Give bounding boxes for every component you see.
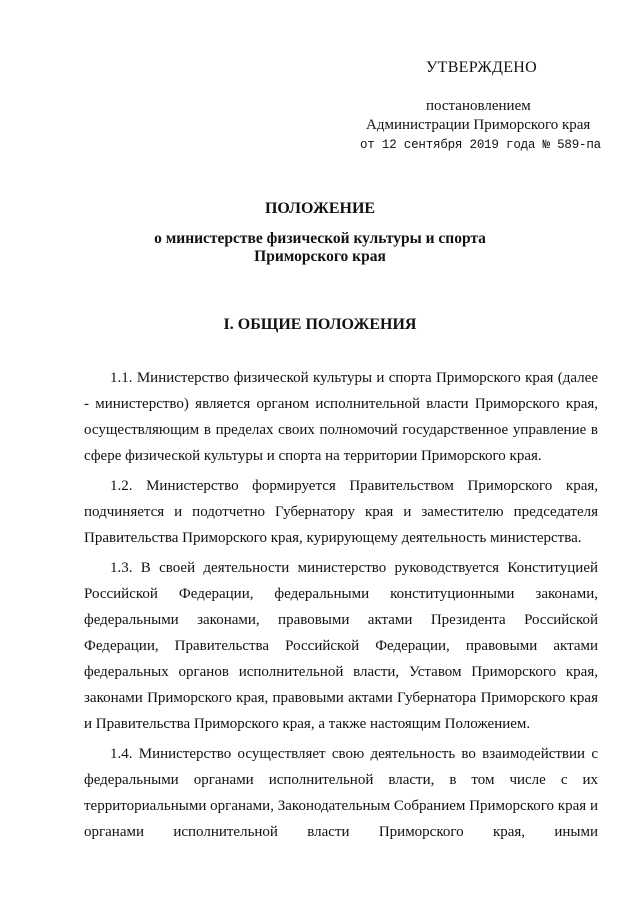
paragraph-1-2: 1.2. Министерство формируется Правительством Приморского края, подчиняется и подотчетно Губернатору края и заместителю председателя Правительства Приморского края, курирующему деятельность министерства. bbox=[84, 478, 598, 546]
paragraph-1-4: 1.4. Министерство осуществляет свою деятельность во взаимодействии с федеральными органами исполнительной власти, в том числе с их территориальными органами, Законодательным Собранием Приморского края и органами исполнительной власти Приморского края, иными bbox=[84, 746, 598, 840]
approval-title: УТВЕРЖДЕНО bbox=[426, 59, 538, 76]
document-subtitle-line-2: Приморского края bbox=[254, 248, 386, 265]
paragraph-1-1: 1.1. Министерство физической культуры и спорта Приморского края (далее - министерство) является органом исполнительной власти Приморского края, осуществляющим в пределах своих полномочий государственное управление в сфере физической культуры и спорта на территории Приморского края. bbox=[84, 370, 598, 464]
approval-line-1: постановлением bbox=[426, 98, 531, 114]
section-heading: I. ОБЩИЕ ПОЛОЖЕНИЯ bbox=[223, 316, 417, 333]
approval-line-2: Администрации Приморского края bbox=[366, 117, 591, 133]
document-subtitle-line-1: о министерстве физической культуры и спорта bbox=[154, 230, 486, 247]
document-body bbox=[84, 365, 598, 849]
document-title: ПОЛОЖЕНИЕ bbox=[264, 200, 376, 217]
paragraph-1-3: 1.3. В своей деятельности министерство руководствуется Конституцией Российской Федерации, федеральными конституционными законами, федеральными законами, правовыми актами Президента Российской Федерации, Правительства Российской Федерации, правовыми актами федеральных органов исполнительной власти, Уставом Приморского края, законами Приморского края, правовыми актами Губернатора Приморского края и Правительства Приморского края, а также настоящим Положением. bbox=[84, 560, 598, 732]
approval-line-3: от 12 сентября 2019 года № 589-па bbox=[360, 138, 601, 152]
